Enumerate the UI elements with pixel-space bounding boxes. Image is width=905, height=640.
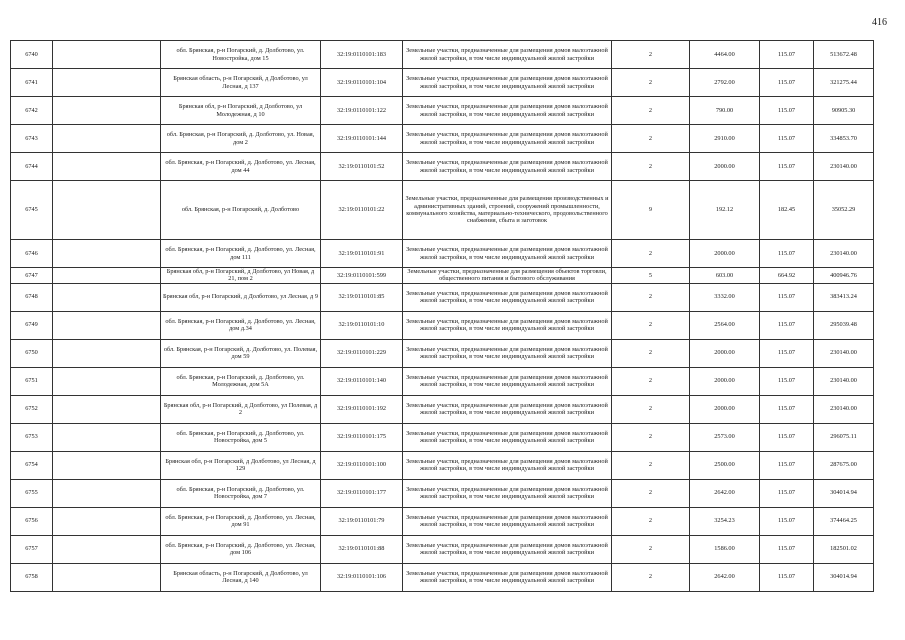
area-cell: 2564.00 [690, 311, 760, 339]
area-cell: 2642.00 [690, 479, 760, 507]
cadastral-number-cell: 32:19:0110101:10 [321, 311, 403, 339]
area-cell: 192.12 [690, 181, 760, 240]
rate-cell: 115.07 [760, 97, 814, 125]
land-purpose-cell: Земельные участки, предназначенные для размещения домов малоэтажной жилой застройки, в том числе индивидуальной жилой застройки [403, 563, 612, 591]
land-purpose-cell: Земельные участки, предназначенные для размещения домов малоэтажной жилой застройки, в том числе индивидуальной жилой застройки [403, 125, 612, 153]
address-cell: обл. Брянская, р-н Погарский, д. Долботово, ул. Полевая, дом 59 [161, 339, 321, 367]
area-cell: 790.00 [690, 97, 760, 125]
address-cell: Брянская обл, р-н Погарский, д Долботово, ул Лесная, д 129 [161, 451, 321, 479]
cadastral-number-cell: 32:19:0110101:22 [321, 181, 403, 240]
address-cell: обл. Брянская, р-н Погарский, д. Долботово, ул. Новостройка, дом 7 [161, 479, 321, 507]
cadastral-value-cell: 295039.48 [814, 311, 874, 339]
cadastral-number-cell: 32:19:0110101:52 [321, 153, 403, 181]
purpose-code-cell: 2 [612, 479, 690, 507]
row-number: 6747 [11, 268, 53, 284]
rate-cell: 115.07 [760, 535, 814, 563]
cadastral-number-cell: 32:19:0110101:144 [321, 125, 403, 153]
empty-cell [53, 367, 161, 395]
cadastral-number-cell: 32:19:0110101:599 [321, 268, 403, 284]
address-cell: Брянская область, р-н Погарский, д Долботово, ул Лесная, д 140 [161, 563, 321, 591]
table-row [11, 339, 874, 367]
rate-cell: 115.07 [760, 507, 814, 535]
address-cell: Брянская обл, р-н Погарский, д Долботово, ул Полевая, д 2 [161, 395, 321, 423]
empty-cell [53, 125, 161, 153]
rate-cell: 115.07 [760, 153, 814, 181]
address-cell: обл. Брянская, р-н Погарский, д. Долботово, ул. Новостройка, дом 5 [161, 423, 321, 451]
land-purpose-cell: Земельные участки, предназначенные для размещения домов малоэтажной жилой застройки, в том числе индивидуальной жилой застройки [403, 240, 612, 268]
row-number: 6754 [11, 451, 53, 479]
empty-cell [53, 423, 161, 451]
address-cell: Брянская обл, р-н Погарский, д Долботово, ул Новая, д 21, пом 2 [161, 268, 321, 284]
purpose-code-cell: 2 [612, 69, 690, 97]
purpose-code-cell: 2 [612, 240, 690, 268]
area-cell: 2573.00 [690, 423, 760, 451]
land-purpose-cell: Земельные участки, предназначенные для размещения домов малоэтажной жилой застройки, в том числе индивидуальной жилой застройки [403, 535, 612, 563]
empty-cell [53, 395, 161, 423]
cadastral-value-cell: 304014.94 [814, 479, 874, 507]
area-cell: 2000.00 [690, 240, 760, 268]
row-number: 6752 [11, 395, 53, 423]
table-row [11, 395, 874, 423]
cadastral-number-cell: 32:19:0110101:91 [321, 240, 403, 268]
land-purpose-cell: Земельные участки, предназначенные для размещения домов малоэтажной жилой застройки, в том числе индивидуальной жилой застройки [403, 339, 612, 367]
row-number: 6740 [11, 41, 53, 69]
address-cell: обл. Брянская, р-н Погарский, д. Долботово, ул. Молодежная, дом 5А [161, 367, 321, 395]
rate-cell: 115.07 [760, 69, 814, 97]
address-cell: обл. Брянская, р-н Погарский, д. Долботово [161, 181, 321, 240]
row-number: 6745 [11, 181, 53, 240]
rate-cell: 115.07 [760, 240, 814, 268]
table-row [11, 125, 874, 153]
empty-cell [53, 153, 161, 181]
rate-cell: 182.45 [760, 181, 814, 240]
cadastral-value-cell: 230140.00 [814, 367, 874, 395]
area-cell: 2642.00 [690, 563, 760, 591]
rate-cell: 115.07 [760, 479, 814, 507]
row-number: 6744 [11, 153, 53, 181]
land-registry-table [10, 40, 874, 592]
land-purpose-cell: Земельные участки, предназначенные для размещения домов малоэтажной жилой застройки, в том числе индивидуальной жилой застройки [403, 311, 612, 339]
land-purpose-cell: Земельные участки, предназначенные для размещения домов малоэтажной жилой застройки, в том числе индивидуальной жилой застройки [403, 153, 612, 181]
row-number: 6746 [11, 240, 53, 268]
address-cell: обл. Брянская, р-н Погарский, д. Долботово, ул. Новая, дом 2 [161, 125, 321, 153]
area-cell: 603.00 [690, 268, 760, 284]
purpose-code-cell: 2 [612, 451, 690, 479]
table-row [11, 41, 874, 69]
cadastral-value-cell: 334853.70 [814, 125, 874, 153]
land-purpose-cell: Земельные участки, предназначенные для размещения домов малоэтажной жилой застройки, в том числе индивидуальной жилой застройки [403, 283, 612, 311]
cadastral-number-cell: 32:19:0110101:85 [321, 283, 403, 311]
purpose-code-cell: 2 [612, 97, 690, 125]
rate-cell: 664.92 [760, 268, 814, 284]
row-number: 6748 [11, 283, 53, 311]
rate-cell: 115.07 [760, 283, 814, 311]
cadastral-number-cell: 32:19:0110101:122 [321, 97, 403, 125]
cadastral-number-cell: 32:19:0110101:140 [321, 367, 403, 395]
rate-cell: 115.07 [760, 125, 814, 153]
area-cell: 2910.00 [690, 125, 760, 153]
purpose-code-cell: 2 [612, 125, 690, 153]
land-purpose-cell: Земельные участки, предназначенные для размещения домов малоэтажной жилой застройки, в том числе индивидуальной жилой застройки [403, 97, 612, 125]
area-cell: 2000.00 [690, 367, 760, 395]
purpose-code-cell: 2 [612, 41, 690, 69]
empty-cell [53, 507, 161, 535]
land-purpose-cell: Земельные участки, предназначенные для размещения домов малоэтажной жилой застройки, в том числе индивидуальной жилой застройки [403, 479, 612, 507]
table-row [11, 367, 874, 395]
cadastral-number-cell: 32:19:0110101:183 [321, 41, 403, 69]
row-number: 6757 [11, 535, 53, 563]
table-row [11, 507, 874, 535]
area-cell: 2000.00 [690, 339, 760, 367]
cadastral-number-cell: 32:19:0110101:192 [321, 395, 403, 423]
cadastral-number-cell: 32:19:0110101:104 [321, 69, 403, 97]
row-number: 6758 [11, 563, 53, 591]
area-cell: 2000.00 [690, 395, 760, 423]
rate-cell: 115.07 [760, 41, 814, 69]
area-cell: 2500.00 [690, 451, 760, 479]
rate-cell: 115.07 [760, 339, 814, 367]
cadastral-value-cell: 304014.94 [814, 563, 874, 591]
table-row [11, 181, 874, 240]
area-cell: 2000.00 [690, 153, 760, 181]
land-purpose-cell: Земельные участки, предназначенные для размещения производственных и административных зданий, строений, сооружений промышленности, коммунального хозяйства, материально-технического, продовольственного снабжения, сбыта и заготовок [403, 181, 612, 240]
table-body [11, 41, 874, 592]
cadastral-value-cell: 374464.25 [814, 507, 874, 535]
land-purpose-cell: Земельные участки, предназначенные для размещения домов малоэтажной жилой застройки, в том числе индивидуальной жилой застройки [403, 41, 612, 69]
address-cell: Брянская обл, р-н Погарский, д Долботово, ул Лесная, д 9 [161, 283, 321, 311]
cadastral-number-cell: 32:19:0110101:100 [321, 451, 403, 479]
row-number: 6743 [11, 125, 53, 153]
purpose-code-cell: 9 [612, 181, 690, 240]
cadastral-number-cell: 32:19:0110101:79 [321, 507, 403, 535]
empty-cell [53, 41, 161, 69]
cadastral-value-cell: 230140.00 [814, 395, 874, 423]
row-number: 6749 [11, 311, 53, 339]
rate-cell: 115.07 [760, 563, 814, 591]
purpose-code-cell: 2 [612, 153, 690, 181]
address-cell: обл. Брянская, р-н Погарский, д. Долботово, ул. Лесная, дом д.34 [161, 311, 321, 339]
empty-cell [53, 69, 161, 97]
address-cell: обл. Брянская, р-н Погарский, д. Долботово, ул. Лесная, дом 44 [161, 153, 321, 181]
row-number: 6755 [11, 479, 53, 507]
cadastral-value-cell: 182501.02 [814, 535, 874, 563]
land-purpose-cell: Земельные участки, предназначенные для размещения домов малоэтажной жилой застройки, в том числе индивидуальной жилой застройки [403, 507, 612, 535]
table-row [11, 563, 874, 591]
address-cell: Брянская область, р-н Погарский, д Долботово, ул Лесная, д 137 [161, 69, 321, 97]
empty-cell [53, 311, 161, 339]
row-number: 6756 [11, 507, 53, 535]
cadastral-number-cell: 32:19:0110101:175 [321, 423, 403, 451]
cadastral-value-cell: 90905.30 [814, 97, 874, 125]
purpose-code-cell: 2 [612, 423, 690, 451]
cadastral-value-cell: 287675.00 [814, 451, 874, 479]
area-cell: 4464.00 [690, 41, 760, 69]
empty-cell [53, 479, 161, 507]
table-row [11, 97, 874, 125]
cadastral-value-cell: 296075.11 [814, 423, 874, 451]
empty-cell [53, 535, 161, 563]
cadastral-number-cell: 32:19:0110101:177 [321, 479, 403, 507]
table-row [11, 69, 874, 97]
table-row [11, 423, 874, 451]
address-cell: обл. Брянская, р-н Погарский, д. Долботово, ул. Лесная, дом 91 [161, 507, 321, 535]
land-purpose-cell: Земельные участки, предназначенные для размещения домов малоэтажной жилой застройки, в том числе индивидуальной жилой застройки [403, 367, 612, 395]
empty-cell [53, 451, 161, 479]
land-purpose-cell: Земельные участки, предназначенные для размещения домов малоэтажной жилой застройки, в том числе индивидуальной жилой застройки [403, 423, 612, 451]
row-number: 6742 [11, 97, 53, 125]
cadastral-number-cell: 32:19:0110101:106 [321, 563, 403, 591]
table-row [11, 268, 874, 284]
table-row [11, 240, 874, 268]
rate-cell: 115.07 [760, 311, 814, 339]
table-row [11, 153, 874, 181]
purpose-code-cell: 2 [612, 311, 690, 339]
table-row [11, 451, 874, 479]
cadastral-value-cell: 400946.76 [814, 268, 874, 284]
purpose-code-cell: 2 [612, 339, 690, 367]
purpose-code-cell: 2 [612, 283, 690, 311]
empty-cell [53, 563, 161, 591]
empty-cell [53, 240, 161, 268]
rate-cell: 115.07 [760, 451, 814, 479]
land-purpose-cell: Земельные участки, предназначенные для размещения объектов торговли, общественного питания и бытового обслуживания [403, 268, 612, 284]
cadastral-number-cell: 32:19:0110101:88 [321, 535, 403, 563]
area-cell: 3254.23 [690, 507, 760, 535]
cadastral-value-cell: 35052.29 [814, 181, 874, 240]
row-number: 6741 [11, 69, 53, 97]
purpose-code-cell: 2 [612, 563, 690, 591]
address-cell: обл. Брянская, р-н Погарский, д. Долботово, ул. Лесная, дом 106 [161, 535, 321, 563]
area-cell: 2792.00 [690, 69, 760, 97]
empty-cell [53, 97, 161, 125]
empty-cell [53, 181, 161, 240]
row-number: 6753 [11, 423, 53, 451]
table-row [11, 535, 874, 563]
area-cell: 1586.00 [690, 535, 760, 563]
cadastral-number-cell: 32:19:0110101:229 [321, 339, 403, 367]
rate-cell: 115.07 [760, 395, 814, 423]
cadastral-value-cell: 230140.00 [814, 240, 874, 268]
cadastral-value-cell: 230140.00 [814, 339, 874, 367]
address-cell: Брянская обл, р-н Погарский, д Долботово, ул Молодежная, д 10 [161, 97, 321, 125]
page-number: 416 [872, 17, 887, 28]
empty-cell [53, 283, 161, 311]
table-row [11, 479, 874, 507]
purpose-code-cell: 5 [612, 268, 690, 284]
cadastral-value-cell: 513672.48 [814, 41, 874, 69]
cadastral-value-cell: 383413.24 [814, 283, 874, 311]
cadastral-value-cell: 230140.00 [814, 153, 874, 181]
purpose-code-cell: 2 [612, 507, 690, 535]
land-purpose-cell: Земельные участки, предназначенные для размещения домов малоэтажной жилой застройки, в том числе индивидуальной жилой застройки [403, 395, 612, 423]
empty-cell [53, 339, 161, 367]
cadastral-value-cell: 321275.44 [814, 69, 874, 97]
table-row [11, 283, 874, 311]
purpose-code-cell: 2 [612, 535, 690, 563]
row-number: 6750 [11, 339, 53, 367]
address-cell: обл. Брянская, р-н Погарский, д. Долботово, ул. Новостройка, дом 15 [161, 41, 321, 69]
rate-cell: 115.07 [760, 367, 814, 395]
rate-cell: 115.07 [760, 423, 814, 451]
purpose-code-cell: 2 [612, 395, 690, 423]
address-cell: обл. Брянская, р-н Погарский, д. Долботово, ул. Лесная, дом 111 [161, 240, 321, 268]
table-row [11, 311, 874, 339]
purpose-code-cell: 2 [612, 367, 690, 395]
row-number: 6751 [11, 367, 53, 395]
land-purpose-cell: Земельные участки, предназначенные для размещения домов малоэтажной жилой застройки, в том числе индивидуальной жилой застройки [403, 69, 612, 97]
land-purpose-cell: Земельные участки, предназначенные для размещения домов малоэтажной жилой застройки, в том числе индивидуальной жилой застройки [403, 451, 612, 479]
empty-cell [53, 268, 161, 284]
area-cell: 3332.00 [690, 283, 760, 311]
